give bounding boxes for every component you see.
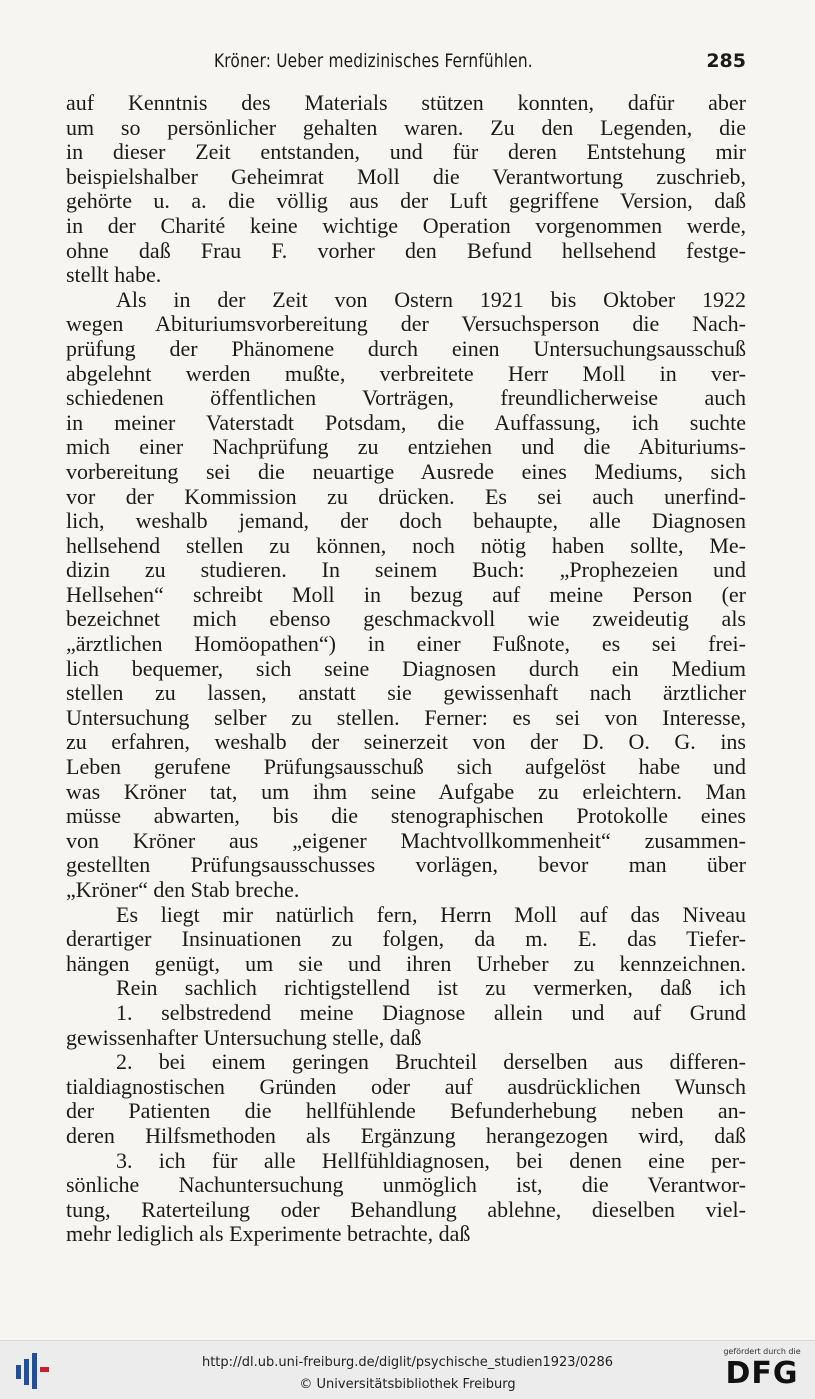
body-text: [66, 91, 746, 1247]
text-line: stellt habe.: [66, 263, 162, 288]
text-line: prüfung der Phänomene durch einen Untersuchungsausschuß: [66, 336, 746, 361]
text-line: sönliche Nachuntersuchung unmöglich ist, die Verantwor-: [66, 1173, 746, 1198]
viewer-footer: [0, 1340, 815, 1399]
copyright-notice: © Universitätsbibliothek Freiburg: [299, 1377, 516, 1392]
text-line: Rein sachlich richtigstellend ist zu vermerken, daß ich: [116, 976, 746, 1001]
text-line: Als in der Zeit von Ostern 1921 bis Oktober 1922: [116, 287, 746, 312]
dfg-logo: [717, 1347, 807, 1395]
text-line: lich bequemer, sich seine Diagnosen durch ein Medium: [66, 656, 746, 681]
text-line: was Kröner tat, um ihm seine Aufgabe zu erleichtern. Man: [66, 779, 746, 804]
text-line: 2. bei einem geringen Bruchteil derselben aus differen-: [116, 1050, 746, 1075]
page-number: 285: [706, 50, 746, 72]
text-line: Es liegt mir natürlich fern, Herrn Moll auf das Niveau: [116, 902, 746, 927]
text-line: „ärztlichen Homöopathen“) in einer Fußnote, es sei frei-: [66, 632, 746, 657]
text-line: gehörte u. a. die völlig aus der Luft gegriffene Version, daß: [66, 189, 746, 214]
text-line: beispielshalber Geheimrat Moll die Verantwortung zuschrieb,: [66, 164, 746, 189]
text-line: in der Charité keine wichtige Operation vorgenommen werde,: [66, 213, 746, 238]
text-line: schiedenen öffentlichen Vorträgen, freundlicherweise auch: [66, 386, 746, 411]
text-line: mehr lediglich als Experimente betrachte, daß: [66, 1222, 471, 1247]
text-line: 1. selbstredend meine Diagnose allein und auf Grund: [116, 1000, 746, 1025]
text-line: auf Kenntnis des Materials stützen konnten, dafür aber: [66, 91, 746, 115]
text-line: gewissenhafter Untersuchung stelle, daß: [66, 1025, 422, 1050]
text-line: hellsehend stellen zu können, noch nötig haben sollte, Me-: [66, 533, 746, 558]
text-line: Hellsehen“ schreibt Moll in bezug auf meine Person (er: [66, 582, 746, 607]
text-line: um so persönlicher gehalten waren. Zu den Legenden, die: [66, 115, 746, 140]
running-head: [66, 50, 746, 78]
text-line: in meiner Vaterstadt Potsdam, die Auffassung, ich suchte: [66, 410, 746, 435]
dfg-mark: DFG: [725, 1356, 799, 1391]
permalink-url[interactable]: http://dl.ub.uni-freiburg.de/diglit/psychische_studien1923/0286: [201, 1355, 614, 1370]
text-line: in dieser Zeit entstanden, und für deren Entstehung mir: [66, 140, 746, 165]
text-line: ohne daß Frau F. vorher den Befund hellsehend festge-: [66, 238, 746, 263]
text-line: hängen genügt, um sie und ihren Urheber zu kennzeichnen.: [66, 951, 746, 976]
text-line: von Kröner aus „eigener Machtvollkommenheit“ zusammen-: [66, 828, 746, 853]
text-line: „Kröner“ den Stab breche.: [66, 878, 300, 902]
text-line: derartiger Insinuationen zu folgen, da m. E. das Tiefer-: [66, 927, 746, 952]
text-line: Untersuchung selber zu stellen. Ferner: es sei von Interesse,: [66, 705, 746, 730]
text-line: wegen Abituriumsvorbereitung der Versuchsperson die Nach-: [66, 312, 746, 337]
text-line: tialdiagnostischen Gründen oder auf ausdrücklichen Wunsch: [66, 1074, 746, 1099]
text-line: zu erfahren, weshalb der seinerzeit von der D. O. G. ins: [66, 730, 746, 755]
text-line: der Patienten die hellfühlende Befunderhebung neben an-: [66, 1099, 746, 1124]
text-line: lich, weshalb jemand, der doch behaupte, alle Diagnosen: [66, 509, 746, 534]
text-line: deren Hilfsmethoden als Ergänzung herangezogen wird, daß: [66, 1123, 746, 1148]
text-line: stellen zu lassen, anstatt sie gewissenhaft nach ärztlicher: [66, 681, 746, 706]
text-line: Leben gerufene Prüfungsausschuß sich aufgelöst habe und: [66, 755, 746, 780]
text-line: müsse abwarten, bis die stenographischen Protokolle eines: [66, 804, 746, 829]
text-line: mich einer Nachprüfung zu entziehen und die Abituriums-: [66, 435, 746, 460]
dfg-caption: gefördert durch die: [723, 1347, 801, 1356]
text-line: gestellten Prüfungsausschusses vorlägen, bevor man über: [66, 853, 746, 878]
text-line: abgelehnt werden mußte, verbreitete Herr Moll in ver-: [66, 361, 746, 386]
text-line: tung, Raterteilung oder Behandlung ablehne, dieselben viel-: [66, 1197, 746, 1222]
text-line: dizin zu studieren. In seinem Buch: „Prophezeien und: [66, 558, 746, 583]
text-line: bezeichnet mich ebenso geschmackvoll wie zweideutig als: [66, 607, 746, 632]
running-title: Kröner: Ueber medizinisches Fernfühlen.: [214, 50, 533, 72]
text-line: vorbereitung sei die neuartige Ausrede eines Mediums, sich: [66, 459, 746, 484]
text-line: 3. ich für alle Hellfühldiagnosen, bei denen eine per-: [116, 1148, 746, 1173]
text-line: vor der Kommission zu drücken. Es sei auch unerfind-: [66, 484, 746, 509]
